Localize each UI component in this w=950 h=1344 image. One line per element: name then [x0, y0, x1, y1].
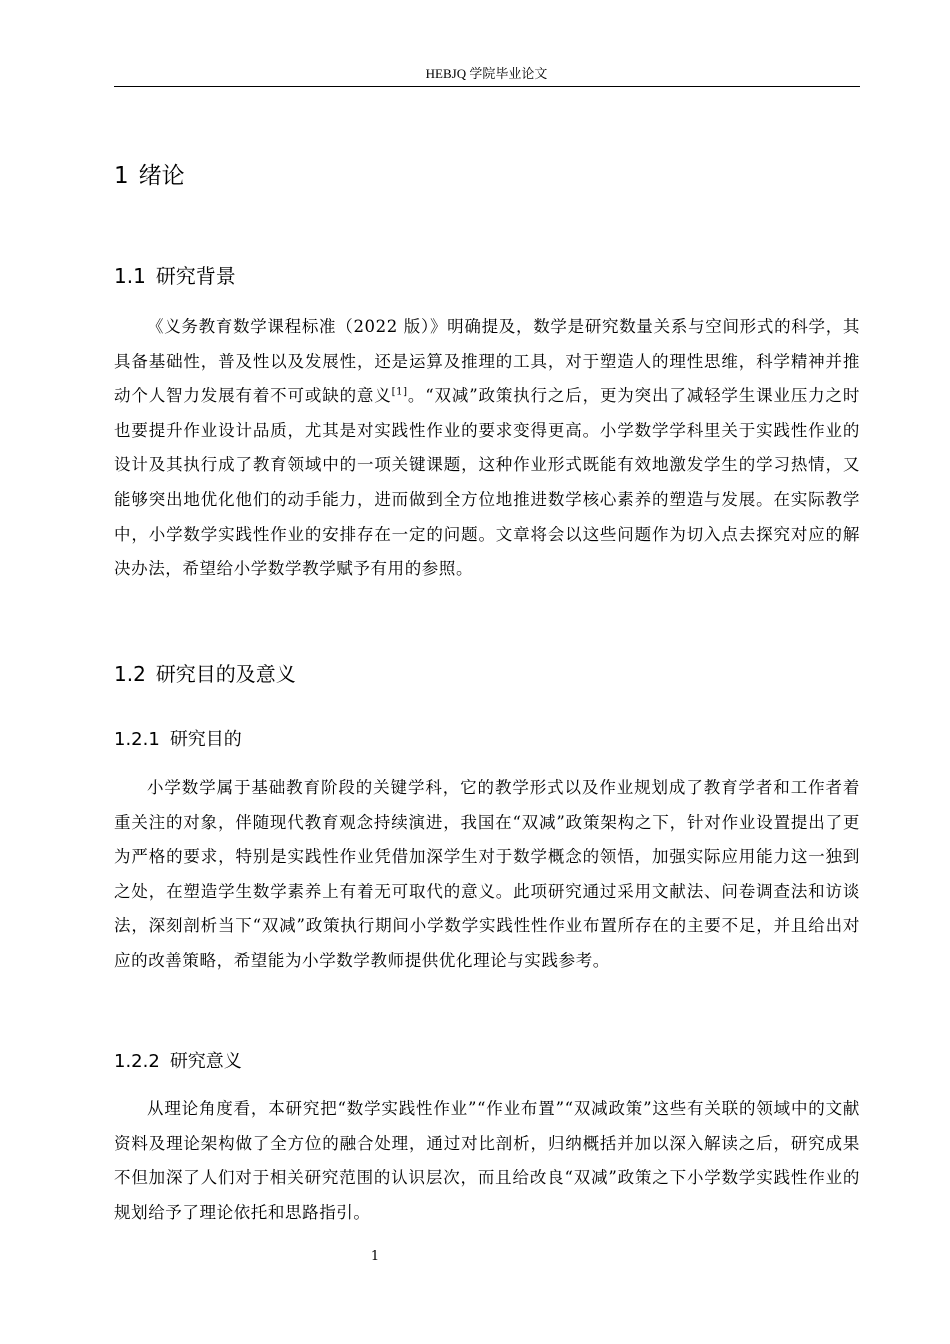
- section-heading-1-1: [114, 262, 236, 290]
- subsection-number: 1.2.1: [114, 729, 160, 750]
- paragraph-text: 小学数学属于基础教育阶段的关键学科，它的教学形式以及作业规划成了教育学者和工作者着重关注的对象，伴随现代教育观念持续演进，我国在“双减”政策架构之下，针对作业设置提出了更为严格的要求，特别是实践性作业凭借加深学生对于数学概念的领悟，加强实际应用能力这一独到之处，在塑造学生数学素养上有着无可取代的意义。此项研究通过采用文献法、问卷调查法和访谈法，深刻剖析当下“双减”政策执行期间小学数学实践性性作业布置所存在的主要不足，并且给出对应的改善策略，希望能为小学数学教师提供优化理论与实践参考。: [114, 778, 860, 970]
- section-title: 研究背景: [155, 264, 236, 288]
- section-heading-1-2: [114, 660, 296, 688]
- citation-ref: [1]: [391, 386, 408, 398]
- subsection-heading-1-2-1: [114, 727, 242, 753]
- running-header: [114, 66, 859, 82]
- paragraph-text: 《义务教育数学课程标准（2022 版）》明确提及，数学是研究数量关系与空间形式的科学，其具备基础性，普及性以及发展性，还是运算及推理的工具，对于塑造人的理性思维，科学精神并推动个人智力发展有着不可或缺的意义: [114, 317, 860, 406]
- subsection-number: 1.2.2: [114, 1051, 160, 1072]
- header-rule: [114, 86, 860, 87]
- paragraph-purpose: [114, 771, 860, 979]
- chapter-number: 1: [114, 163, 129, 189]
- subsection-heading-1-2-2: [114, 1049, 242, 1075]
- paragraph-text: 从理论角度看，本研究把“数学实践性作业”“作业布置”“双减政策”这些有关联的领域中的文献资料及理论架构做了全方位的融合处理，通过对比剖析，归纳概括并加以深入解读之后，研究成果不但加深了人们对于相关研究范围的认识层次，而且给改良“双减”政策之下小学数学实践性作业的规划给予了理论依托和思路指引。: [114, 1099, 860, 1222]
- section-number: 1.2: [114, 662, 146, 686]
- subsection-title: 研究目的: [169, 729, 242, 750]
- section-number: 1.1: [114, 264, 146, 288]
- paragraph-background: [114, 310, 860, 587]
- running-header-title: HEBJQ 学院毕业论文: [425, 66, 548, 81]
- section-title: 研究目的及意义: [155, 662, 296, 686]
- chapter-title: 绪论: [138, 163, 185, 189]
- paragraph-significance: [114, 1092, 860, 1230]
- paragraph-text: 。“双减”政策执行之后，更为突出了减轻学生课业压力之时也要提升作业设计品质，尤其是对实践性作业的要求变得更高。小学数学学科里关于实践性作业的设计及其执行成了教育领域中的一项关键课题，这种作业形式既能有效地激发学生的学习热情，又能够突出地优化他们的动手能力，进而做到全方位地推进数学核心素养的塑造与发展。在实际教学中，小学数学实践性作业的安排存在一定的问题。文章将会以这些问题作为切入点去探究对应的解决办法，希望给小学数学教学赋予有用的参照。: [114, 386, 860, 579]
- subsection-title: 研究意义: [169, 1051, 242, 1072]
- chapter-heading: [114, 160, 185, 192]
- page-number: 1: [370, 1249, 380, 1264]
